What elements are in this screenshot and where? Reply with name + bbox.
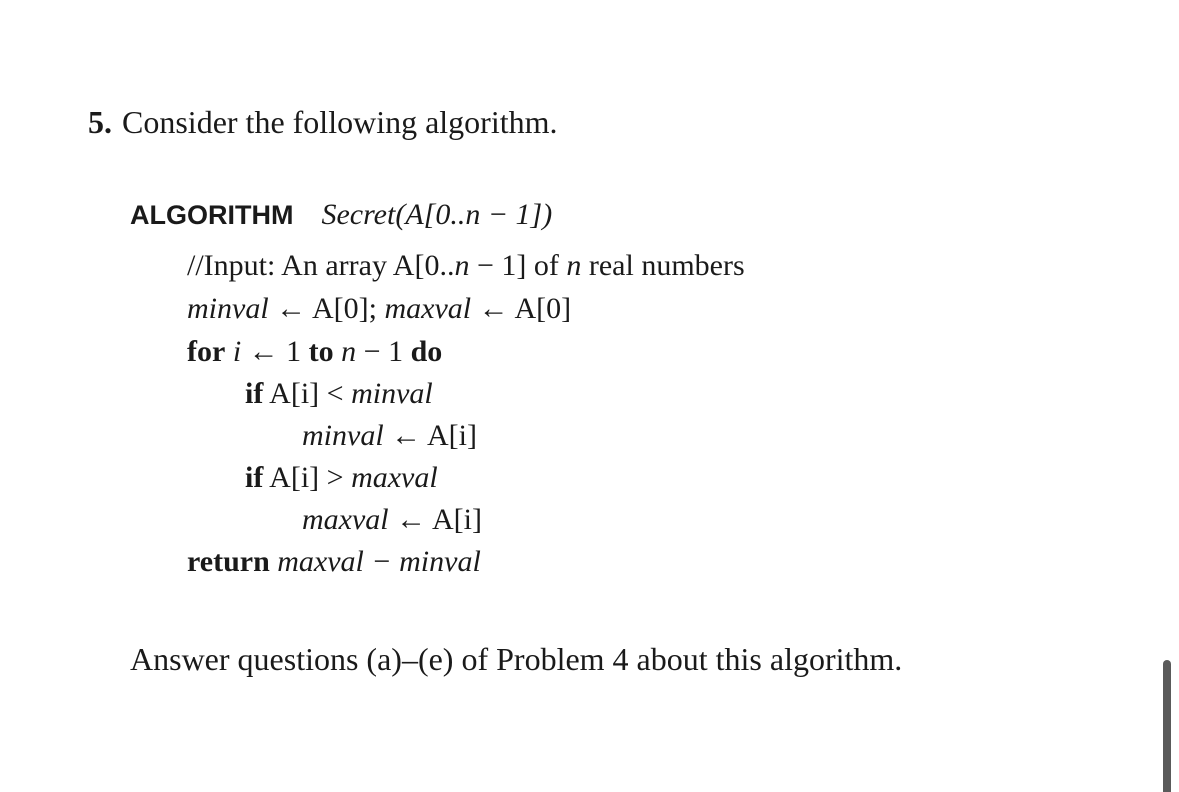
return-expression: maxval − minval xyxy=(269,545,481,578)
if-min-var: minval xyxy=(351,377,433,410)
assign-max-var: maxval xyxy=(302,503,389,536)
init-assign1: ← A[0]; xyxy=(268,292,385,325)
algorithm-signature-line xyxy=(130,198,552,232)
algorithm-keyword: ALGORITHM xyxy=(130,200,294,230)
vertical-scrollbar[interactable] xyxy=(1163,660,1171,792)
if-max-condition: A[i] > xyxy=(263,461,352,494)
for-var: i xyxy=(225,335,242,368)
assign-min-line xyxy=(302,419,477,453)
if-max-var: maxval xyxy=(351,461,438,494)
init-line xyxy=(187,292,571,326)
if-max-keyword: if xyxy=(245,461,264,494)
assign-min-var: minval xyxy=(302,419,384,452)
if-min-keyword: if xyxy=(245,377,264,410)
init-assign2: ← A[0] xyxy=(471,292,572,325)
input-comment-middle: − 1] of xyxy=(469,249,567,282)
problem-prompt: Consider the following algorithm. xyxy=(122,104,558,140)
if-max-line xyxy=(245,461,438,495)
for-range-end: − 1 xyxy=(356,335,411,368)
input-comment-n2: n xyxy=(566,249,582,282)
assign-max-line xyxy=(302,503,482,537)
assign-max-rhs: ← A[i] xyxy=(388,503,482,536)
input-comment-n1: n xyxy=(454,249,470,282)
if-min-condition: A[i] < xyxy=(263,377,352,410)
do-keyword: do xyxy=(410,335,443,368)
input-comment-suffix: real numbers xyxy=(581,249,745,282)
for-keyword: for xyxy=(187,335,226,368)
answer-instruction: Answer questions (a)–(e) of Problem 4 about this algorithm. xyxy=(130,641,903,677)
to-keyword: to xyxy=(308,335,334,368)
return-line xyxy=(187,545,481,579)
for-range-start: ← 1 xyxy=(241,335,309,368)
algorithm-signature: Secret(A[0..n − 1]) xyxy=(321,198,553,231)
return-keyword: return xyxy=(187,545,270,578)
input-comment-prefix: //Input: An array A[0.. xyxy=(187,249,455,282)
problem-header xyxy=(88,104,558,141)
init-minval: minval xyxy=(187,292,269,325)
init-maxval: maxval xyxy=(384,292,472,325)
input-comment-line xyxy=(187,249,745,283)
if-min-line xyxy=(245,377,433,411)
problem-number: 5. xyxy=(88,104,112,140)
for-n: n xyxy=(333,335,357,368)
assign-min-rhs: ← A[i] xyxy=(383,419,477,452)
for-line xyxy=(187,335,442,369)
